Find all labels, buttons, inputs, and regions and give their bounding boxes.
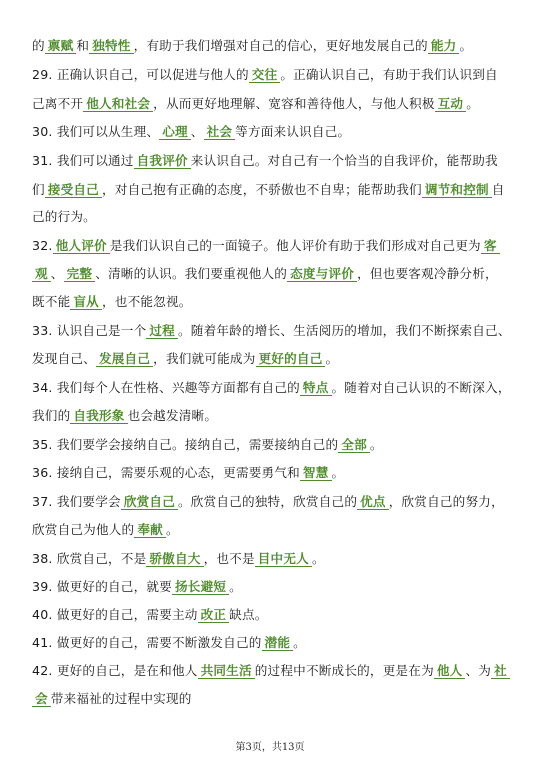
- text-segment: 己离不开: [32, 96, 84, 111]
- text-line: [32, 38, 512, 54]
- answer-blank: 智慧: [300, 465, 332, 481]
- page-footer: 第3页，共13页: [235, 742, 305, 753]
- answer-blank: 完整: [64, 266, 96, 282]
- answer-blank: 禀赋: [45, 38, 77, 54]
- text-line: [32, 238, 512, 254]
- text-segment: 的过程中不断成长的，更是在为: [254, 663, 434, 678]
- answer-blank: 发展自己: [96, 351, 153, 367]
- text-segment: 们: [32, 182, 45, 197]
- text-line: [32, 607, 512, 623]
- answer-blank: 欣赏自己: [121, 494, 178, 510]
- answer-blank: 观: [32, 266, 51, 282]
- text-segment: 29. 正确认识自己，可以促进与他人的: [32, 67, 249, 82]
- text-line: [32, 124, 512, 140]
- text-segment: 自: [491, 182, 505, 197]
- text-segment: 发现自己、: [32, 351, 96, 366]
- text-line: [32, 663, 512, 679]
- answer-blank: 互动: [435, 96, 467, 112]
- text-segment: 我们的: [32, 408, 71, 423]
- text-segment: 等方面来认识自己。: [235, 124, 351, 139]
- text-segment: 既不能: [32, 294, 71, 309]
- text-segment: ，但也要客观冷静分析，: [357, 266, 498, 281]
- text-segment: 是我们认识自己的一面镜子。他人评价有助于我们形成对自己更为: [109, 238, 481, 253]
- text-line: [32, 579, 512, 595]
- text-segment: 、清晰的认识。我们要重视他人的: [95, 266, 288, 281]
- text-segment: 、: [190, 124, 204, 139]
- text-segment: 。: [466, 96, 480, 111]
- text-segment: 也会越发清晰。: [127, 408, 218, 423]
- answer-blank: 会: [32, 691, 51, 707]
- text-line: [32, 209, 512, 225]
- text-segment: 。: [331, 465, 345, 480]
- text-segment: 。: [369, 437, 383, 452]
- answer-blank: 过程: [146, 323, 178, 339]
- text-segment: ，对自己抱有正确的态度，不骄傲也不自卑；能帮助我们: [101, 182, 422, 197]
- text-segment: 来认识自己。对自己有一个恰当的自我评价，能帮助我: [190, 153, 498, 168]
- answer-blank: 自我形象: [70, 408, 127, 424]
- answer-blank: 奉献: [134, 522, 166, 538]
- text-segment: 36. 接纳自己，需要乐观的心态，更需要勇气和: [32, 465, 300, 480]
- text-line: [32, 351, 512, 367]
- answer-blank: 心理: [159, 124, 191, 140]
- text-segment: 39. 做更好的自己，就要: [32, 579, 172, 594]
- text-segment: 带来福祉的过程中实现的: [50, 691, 192, 706]
- text-line: [32, 494, 512, 510]
- answer-blank: 调节和控制: [422, 182, 492, 198]
- text-segment: 30. 我们可以从生理、: [32, 124, 160, 139]
- text-segment: 。: [325, 351, 339, 366]
- answer-blank: 盲从: [70, 294, 102, 310]
- text-segment: 40. 做更好的自己，需要主动: [32, 607, 198, 622]
- text-line: [32, 323, 512, 339]
- text-segment: 己的行为。: [32, 209, 96, 224]
- answer-blank: 接受自己: [45, 182, 102, 198]
- text-segment: 32.: [32, 238, 53, 253]
- text-segment: 缺点。: [229, 607, 268, 622]
- text-segment: 的: [32, 38, 45, 53]
- text-line: [32, 67, 512, 83]
- answer-blank: 特点: [300, 380, 332, 396]
- answer-blank: 交往: [249, 67, 281, 83]
- text-line: [32, 408, 512, 424]
- text-segment: 41. 做更好的自己，需要不断激发自己的: [32, 635, 262, 650]
- text-segment: 。: [459, 38, 473, 53]
- answer-blank: 扬长避短: [172, 579, 229, 595]
- text-segment: ，从而更好地理解、宽容和善待他人，与他人积极: [153, 96, 435, 111]
- answer-blank: 独特性: [89, 38, 133, 54]
- text-line: [32, 522, 512, 538]
- text-line: [32, 153, 512, 169]
- text-segment: ，我们就可能成为: [153, 351, 256, 366]
- text-line: [32, 182, 512, 198]
- text-segment: 。随着对自己认识的不断深入，: [331, 380, 511, 395]
- text-line: [32, 96, 512, 112]
- text-segment: 34. 我们每个人在性格、兴趣等方面都有自己的: [32, 380, 300, 395]
- text-line: [32, 437, 512, 453]
- answer-blank: 社会: [204, 124, 236, 140]
- text-segment: 33. 认识自己是一个: [32, 323, 147, 338]
- answer-blank: 目中无人: [255, 551, 312, 567]
- text-segment: ，也不是: [203, 551, 255, 566]
- answer-blank: 优点: [357, 494, 389, 510]
- text-segment: 。: [293, 635, 306, 650]
- answer-blank: 全部: [338, 437, 370, 453]
- answer-blank: 社: [491, 663, 510, 679]
- text-segment: 。正确认识自己，有助于我们认识到自: [280, 67, 498, 82]
- text-line: [32, 294, 512, 310]
- text-line: [32, 266, 512, 282]
- text-segment: 、为: [465, 663, 492, 678]
- text-segment: ，欣赏自己的努力，: [388, 494, 504, 509]
- text-segment: 欣赏自己为他人的: [32, 522, 135, 537]
- text-segment: 。随着年龄的增长、生活阅历的增加，我们不断探索自己、: [177, 323, 511, 338]
- text-line: [32, 465, 512, 481]
- answer-blank: 客: [481, 238, 500, 254]
- text-line: [32, 380, 512, 396]
- answer-blank: 更好的自己: [256, 351, 326, 367]
- text-segment: 31. 我们可以通过: [32, 153, 134, 168]
- answer-blank: 骄傲自大: [146, 551, 203, 567]
- answer-blank: 能力: [428, 38, 460, 54]
- text-segment: 、: [50, 266, 64, 281]
- text-segment: 。: [311, 551, 325, 566]
- answer-blank: 他人评价: [53, 238, 110, 254]
- answer-blank: 他人: [434, 663, 466, 679]
- text-segment: 37. 我们要学会: [32, 494, 121, 509]
- text-segment: 。欣赏自己的独特，欣赏自己的: [178, 494, 358, 509]
- text-segment: 。: [165, 522, 179, 537]
- answer-blank: 共同生活: [198, 663, 255, 679]
- text-segment: 42. 更好的自己，是在和他人: [32, 663, 198, 678]
- text-line: [32, 635, 512, 651]
- answer-blank: 态度与评价: [287, 266, 357, 282]
- text-segment: 和: [76, 38, 90, 53]
- text-segment: 38. 欣赏自己，不是: [32, 551, 147, 566]
- answer-blank: 他人和社会: [83, 96, 153, 112]
- text-segment: 35. 我们要学会接纳自己。接纳自己，需要接纳自己的: [32, 437, 339, 452]
- text-line: [32, 551, 512, 567]
- text-line: [32, 691, 512, 707]
- text-segment: 。: [229, 579, 242, 594]
- answer-blank: 改正: [198, 607, 230, 623]
- text-segment: ，有助于我们增强对自己的信心，更好地发展自己的: [133, 38, 428, 53]
- answer-blank: 潜能: [262, 635, 294, 651]
- answer-blank: 自我评价: [134, 153, 191, 169]
- text-segment: ，也不能忽视。: [101, 294, 192, 309]
